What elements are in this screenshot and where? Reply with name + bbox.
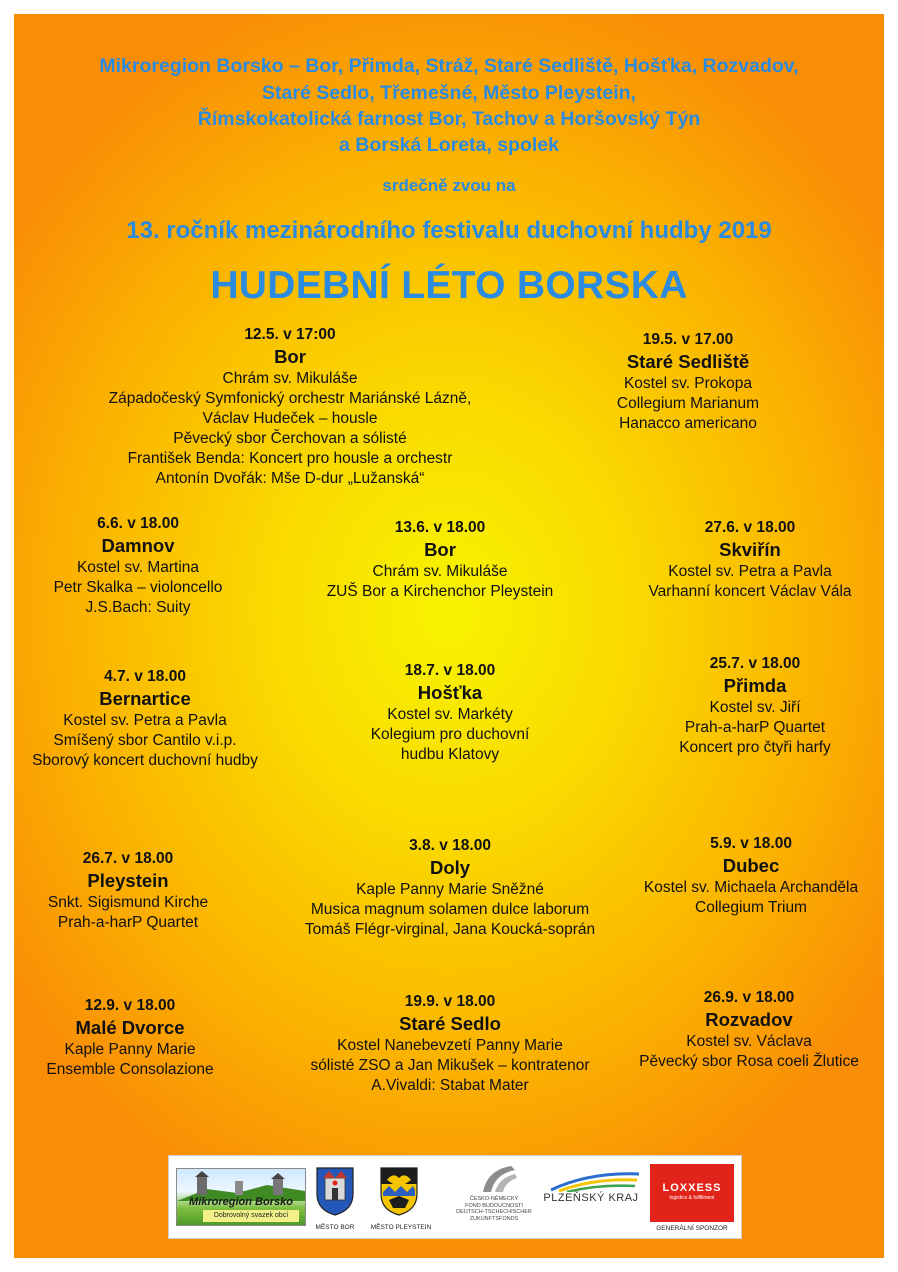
event-line: Chrám sv. Mikuláše — [372, 563, 508, 580]
event-line: Kostel sv. Václava — [686, 1033, 812, 1050]
event-place: Skviřín — [719, 539, 781, 560]
event-line: Západočeský Symfonický orchestr Mariánské Lázně, — [108, 390, 472, 407]
loxxess-tagline: logistics & fulfillment — [669, 1195, 715, 1201]
event-line: Kostel sv. Martina — [76, 559, 200, 576]
festival-title: HUDEBNÍ LÉTO BORSKA — [210, 264, 688, 307]
general-sponsor-caption: GENERÁLNÍ SPONZOR — [656, 1225, 728, 1232]
event-place: Dubec — [722, 855, 780, 876]
event-block — [624, 988, 874, 1072]
bor-coat-of-arms-icon — [315, 1166, 355, 1216]
event-line: Prah-a-harP Quartet — [684, 719, 826, 736]
event-block — [18, 514, 258, 618]
event-line: hudbu Klatovy — [400, 746, 500, 763]
event-line: Kostel sv. Markéty — [387, 706, 513, 723]
event-block — [80, 325, 500, 489]
event-date: 13.6. v 18.00 — [394, 519, 486, 536]
plzen-region-name: PLZEŇSKÝ KRAJ — [543, 1192, 639, 1204]
event-line: František Benda: Koncert pro housle a orchestr — [127, 450, 453, 467]
event-line: Hanacco americano — [619, 415, 757, 432]
event-place: Rozvadov — [705, 1009, 793, 1030]
event-block — [626, 834, 876, 918]
fund-line: ZUKUNFTSFONDS — [469, 1215, 519, 1222]
event-line: Kostel sv. Prokopa — [623, 375, 753, 392]
event-date: 6.6. v 18.00 — [97, 515, 179, 532]
event-line: sólisté ZSO a Jan Mikušek – kontratenor — [310, 1057, 590, 1074]
event-line: Sborový koncert duchovní hudby — [32, 752, 258, 769]
event-place: Pleystein — [87, 870, 169, 891]
event-line: Petr Skalka – violoncello — [53, 579, 223, 596]
event-block — [290, 992, 610, 1096]
future-fund-text — [444, 1196, 544, 1222]
fund-line: FOND BUDOUCNOSTI — [465, 1202, 523, 1209]
loxxess-name: LOXXESS — [662, 1182, 722, 1194]
bor-caption: MĚSTO BOR — [315, 1224, 355, 1231]
event-line: Ensemble Consolazione — [46, 1061, 214, 1078]
organizers-line-2: Staré Sedlo, Třemešné, Město Pleystein, — [262, 82, 636, 104]
event-line: Pěvecký sbor Čerchovan a sólisté — [173, 430, 407, 447]
invitation-text: srdečně zvou na — [382, 176, 516, 195]
event-place: Damnov — [101, 535, 175, 556]
event-block — [290, 518, 590, 602]
event-line: Kostel sv. Petra a Pavla — [63, 712, 227, 729]
event-date: 19.5. v 17.00 — [642, 331, 734, 348]
pleystein-coat-of-arms-icon — [379, 1166, 419, 1216]
organizers-line-4: a Borská Loreta, spolek — [338, 134, 559, 156]
event-date: 12.5. v 17:00 — [244, 326, 336, 343]
event-place: Bor — [274, 346, 306, 367]
event-line: Kaple Panny Marie — [64, 1041, 196, 1058]
event-place: Doly — [429, 857, 471, 878]
festival-subtitle: 13. ročník mezinárodního festivalu duchovní hudby 2019 — [126, 217, 772, 244]
event-line: Collegium Marianum — [616, 395, 760, 412]
event-line: Snkt. Sigismund Kirche — [47, 894, 209, 911]
mikroregion-name: Mikroregion Borsko — [189, 1196, 293, 1208]
event-block — [558, 330, 818, 434]
event-place: Malé Dvorce — [75, 1017, 185, 1038]
event-date: 26.7. v 18.00 — [82, 850, 174, 867]
event-line: Tomáš Flégr-virginal, Jana Koucká-soprán — [304, 921, 596, 938]
event-line: Collegium Trium — [695, 899, 807, 916]
event-date: 4.7. v 18.00 — [104, 668, 186, 685]
event-date: 18.7. v 18.00 — [404, 662, 496, 679]
event-line: Antonín Dvořák: Mše D-dur „Lužanská“ — [155, 470, 425, 487]
event-date: 25.7. v 18.00 — [709, 655, 801, 672]
event-line: Kostel sv. Petra a Pavla — [668, 563, 832, 580]
event-line: Václav Hudeček – housle — [202, 410, 378, 427]
mikroregion-subtitle: Dobrovolný svazek obcí — [203, 1210, 299, 1222]
event-line: Kostel sv. Jiří — [709, 699, 801, 716]
event-date: 26.9. v 18.00 — [703, 989, 795, 1006]
event-place: Bernartice — [99, 688, 191, 709]
event-line: Kaple Panny Marie Sněžné — [356, 881, 544, 898]
event-line: Smíšený sbor Cantilo v.i.p. — [53, 732, 237, 749]
mikroregion-borsko-logo — [176, 1168, 306, 1226]
event-date: 5.9. v 18.00 — [710, 835, 792, 852]
event-block — [330, 661, 570, 765]
event-block — [620, 518, 880, 602]
plzen-region-swoosh-icon — [549, 1170, 641, 1192]
event-date: 12.9. v 18.00 — [84, 997, 176, 1014]
event-line: J.S.Bach: Suity — [85, 599, 191, 616]
event-line: ZUŠ Bor a Kirchenchor Pleystein — [326, 583, 554, 600]
event-date: 3.8. v 18.00 — [409, 837, 491, 854]
event-place: Hošťka — [417, 682, 483, 703]
loxxess-logo — [650, 1164, 734, 1222]
event-block — [640, 654, 870, 758]
organizers-line-1: Mikroregion Borsko – Bor, Přimda, Stráž, Staré Sedliště, Hošťka, Rozvadov, — [99, 55, 799, 77]
event-place: Přimda — [723, 675, 787, 696]
event-date: 27.6. v 18.00 — [704, 519, 796, 536]
event-line: Kolegium pro duchovní — [370, 726, 530, 743]
event-date: 19.9. v 18.00 — [404, 993, 496, 1010]
event-place: Bor — [424, 539, 456, 560]
event-place: Staré Sedliště — [626, 351, 750, 372]
event-line: Chrám sv. Mikuláše — [222, 370, 358, 387]
event-line: A.Vivaldi: Stabat Mater — [371, 1077, 529, 1094]
event-block — [285, 836, 615, 940]
future-fund-logo-icon — [477, 1164, 519, 1194]
fund-line: ČESKO-NĚMECKÝ — [469, 1196, 519, 1202]
fund-line: DEUTSCH-TSCHECHISCHER — [456, 1209, 532, 1215]
event-line: Kostel sv. Michaela Archanděla — [643, 879, 859, 896]
event-line: Musica magnum solamen dulce laborum — [310, 901, 590, 918]
organizers-line-3: Římskokatolická farnost Bor, Tachov a Horšovský Týn — [197, 108, 701, 130]
event-block — [28, 849, 228, 933]
event-line: Koncert pro čtyři harfy — [679, 739, 831, 756]
event-line: Prah-a-harP Quartet — [57, 914, 199, 931]
event-line: Varhanní koncert Václav Vála — [648, 583, 852, 600]
pleystein-caption: MĚSTO PLEYSTEIN — [370, 1224, 432, 1231]
event-block — [14, 667, 276, 771]
event-line: Pěvecký sbor Rosa coeli Žlutice — [639, 1053, 859, 1070]
event-line: Kostel Nanebevzetí Panny Marie — [337, 1037, 563, 1054]
event-place: Staré Sedlo — [399, 1013, 501, 1034]
sponsor-logo-bar — [168, 1155, 742, 1239]
event-block — [30, 996, 230, 1080]
